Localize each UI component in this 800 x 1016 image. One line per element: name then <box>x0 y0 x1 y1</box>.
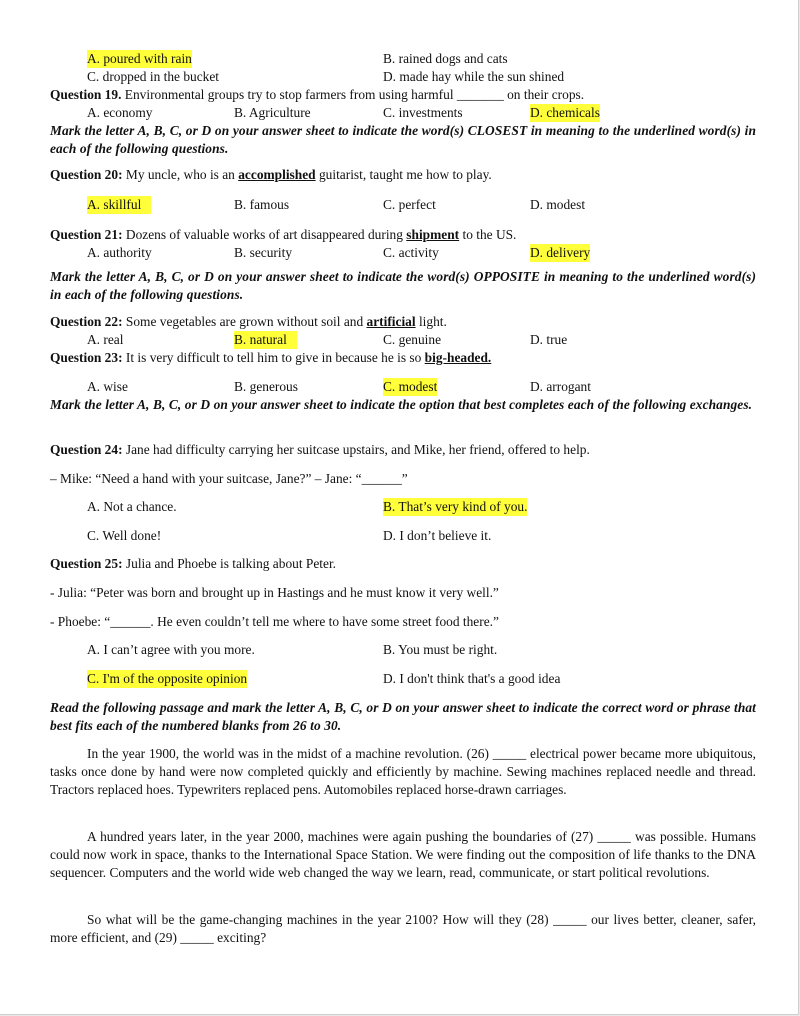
q18-option-c: C. dropped in the bucket <box>87 69 220 84</box>
q23-keyword: big-headed. <box>424 350 492 365</box>
q24-options-row2 <box>50 527 756 545</box>
q22-option-b: B. natural <box>234 331 297 349</box>
question-19 <box>50 86 756 122</box>
q18-options <box>50 50 756 86</box>
q25-julia-line: - Julia: “Peter was born and brought up in Hastings and he must know it very well.” <box>50 585 499 600</box>
q20-keyword: accomplished <box>238 167 316 182</box>
q23-option-c: C. modest <box>383 379 438 394</box>
q20-option-a: A. skillful <box>87 196 151 214</box>
q19-option-c: C. investments <box>383 105 463 120</box>
q25-option-a: A. I can’t agree with you more. <box>87 642 255 657</box>
q21-option-a: A. authority <box>87 245 152 260</box>
q22-text-post: light. <box>415 314 447 329</box>
q21-label: Question 21: <box>50 227 123 242</box>
q20-option-c: C. perfect <box>383 197 436 212</box>
q21-option-c: C. activity <box>383 245 439 260</box>
q22-option-c: C. genuine <box>383 332 442 347</box>
q23-text-pre: It is very difficult to tell him to give in because he is so <box>125 350 425 365</box>
question-21 <box>50 226 756 262</box>
q22-label: Question 22: <box>50 314 123 329</box>
q20-label: Question 20: <box>50 167 123 182</box>
q21-text-pre: Dozens of valuable works of art disappeared during <box>125 227 407 242</box>
q25-option-c: C. I'm of the opposite opinion <box>87 671 248 686</box>
q19-text: Environmental groups try to stop farmers from using harmful _______ on their crops. <box>124 87 585 102</box>
q18-option-d: D. made hay while the sun shined <box>383 69 565 84</box>
q19-option-d: D. chemicals <box>530 105 600 120</box>
q24-option-d: D. I don’t believe it. <box>383 528 492 543</box>
q25-option-d: D. I don't think that's a good idea <box>383 671 561 686</box>
q24-options-row1 <box>50 498 756 516</box>
q24-dialogue: – Mike: “Need a hand with your suitcase, Jane?” – Jane: “______” <box>50 471 408 486</box>
q19-option-b: B. Agriculture <box>234 105 311 120</box>
passage-paragraph-1: In the year 1900, the world was in the midst of a machine revolution. (26) _____ electrical power became more ubiquitous, tasks once done by hand were now completed quickly and efficiently by machine. Sewing machines replaced needle and thread. Tractors replaced hoes. Typewriters replaced pens. Automobiles replaced horse-drawn carriages. <box>50 746 756 797</box>
question-20 <box>50 166 756 184</box>
q18-option-a: A. poured with rain <box>87 51 192 66</box>
q22-option-d: D. true <box>530 332 568 347</box>
q24-option-b: B. That’s very kind of you. <box>383 499 528 514</box>
instruction-passage: Read the following passage and mark the letter A, B, C, or D on your answer sheet to indicate the correct word or phrase that best fits each of the numbered blanks from 26 to 30. <box>50 700 756 733</box>
q18-option-b: B. rained dogs and cats <box>383 51 508 66</box>
q24-option-c: C. Well done! <box>87 528 162 543</box>
q24-text: Jane had difficulty carrying her suitcase upstairs, and Mike, her friend, offered to help. <box>125 442 590 457</box>
q25-label: Question 25: <box>50 556 123 571</box>
q25-phoebe-line: - Phoebe: “______. He even couldn’t tell me where to have some street food there.” <box>50 614 499 629</box>
q24-option-a: A. Not a chance. <box>87 499 177 514</box>
q20-option-d: D. modest <box>530 197 586 212</box>
q23-option-b: B. generous <box>234 379 298 394</box>
q22-text-pre: Some vegetables are grown without soil and <box>125 314 367 329</box>
question-24 <box>50 441 756 459</box>
q19-label: Question 19. <box>50 87 122 102</box>
q22-option-a: A. real <box>87 332 124 347</box>
passage-paragraph-2: A hundred years later, in the year 2000, machines were again pushing the boundaries of (27) _____ was possible. Humans could now work in space, thanks to the International Space Station. We were finding out the composition of life thanks to the DNA sequencer. Computers and the world wide web changed the way we learn, read, communicate, or start political revolutions. <box>50 829 756 880</box>
q21-text-post: to the US. <box>459 227 517 242</box>
q23-options <box>50 378 756 396</box>
q23-option-d: D. arrogant <box>530 379 591 394</box>
q25-options-row1 <box>50 641 756 659</box>
question-25 <box>50 555 756 573</box>
q23-label: Question 23: <box>50 350 123 365</box>
question-23 <box>50 349 756 367</box>
instruction-exchange: Mark the letter A, B, C, or D on your answer sheet to indicate the option that best completes each of the following exchanges. <box>50 397 753 412</box>
q20-text-pre: My uncle, who is an <box>125 167 239 182</box>
q20-options <box>50 196 756 214</box>
instruction-closest: Mark the letter A, B, C, or D on your answer sheet to indicate the word(s) CLOSEST in meaning to the underlined word(s) in each of the following questions. <box>50 123 756 156</box>
q20-text-post: guitarist, taught me how to play. <box>315 167 492 182</box>
q19-option-a: A. economy <box>87 105 153 120</box>
instruction-opposite: Mark the letter A, B, C, or D on your answer sheet to indicate the word(s) OPPOSITE in meaning to the underlined word(s) in each of the following questions. <box>50 269 756 302</box>
q23-option-a: A. wise <box>87 379 128 394</box>
q25-text: Julia and Phoebe is talking about Peter. <box>125 556 337 571</box>
q21-option-d: D. delivery <box>530 245 591 260</box>
q20-option-b: B. famous <box>234 197 290 212</box>
q22-keyword: artificial <box>366 314 416 329</box>
q21-keyword: shipment <box>406 227 460 242</box>
passage-paragraph-3: So what will be the game-changing machines in the year 2100? How will they (28) _____ our lives better, cleaner, safer, more efficient, and (29) _____ exciting? <box>50 912 756 945</box>
q24-label: Question 24: <box>50 442 123 457</box>
question-22 <box>50 313 756 349</box>
q21-option-b: B. security <box>234 245 293 260</box>
q25-options-row2 <box>50 670 756 688</box>
q25-option-b: B. You must be right. <box>383 642 498 657</box>
